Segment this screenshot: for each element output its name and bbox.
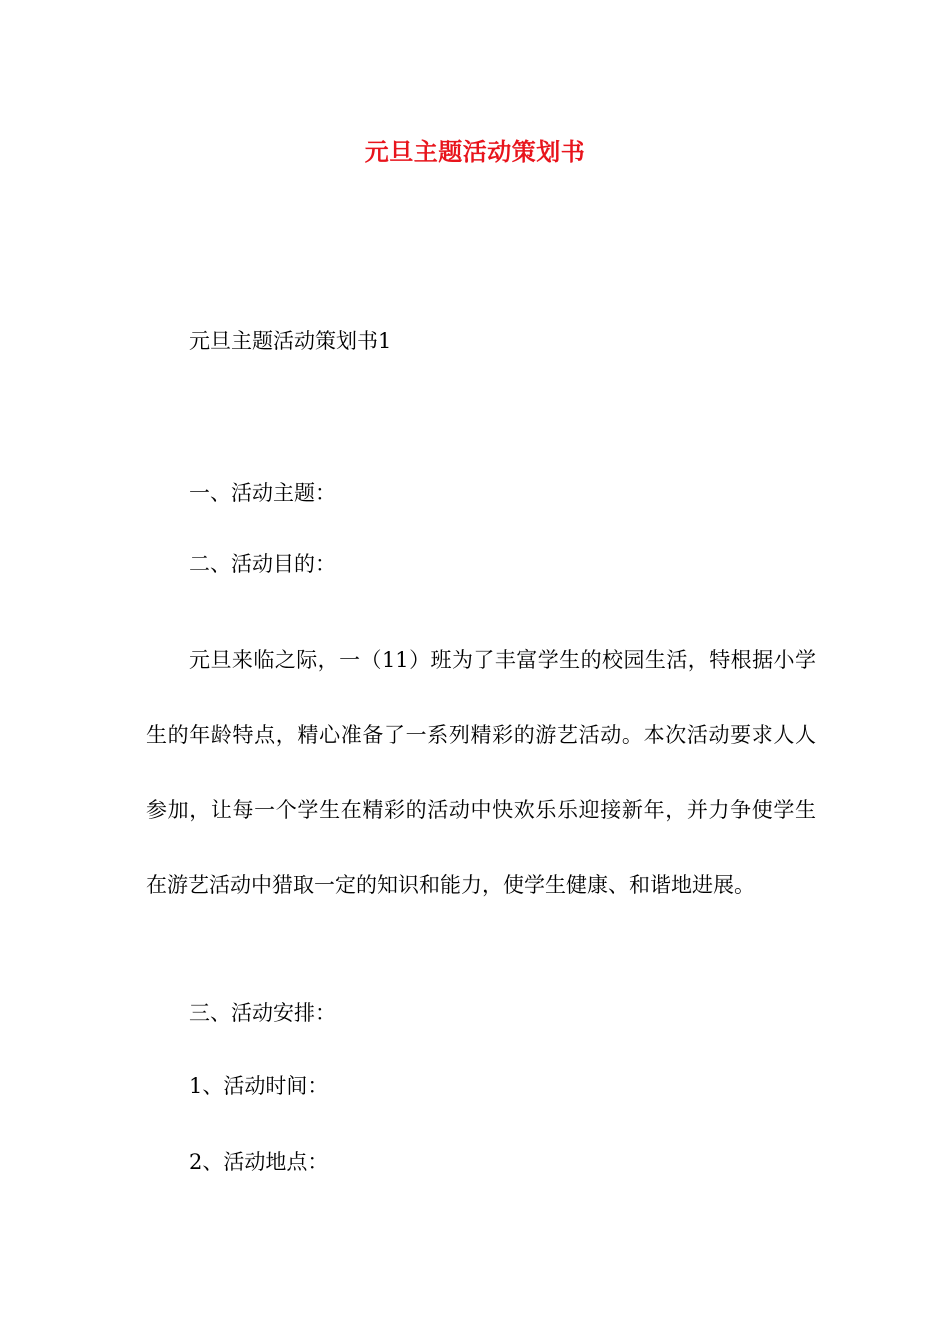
- section-heading-purpose: 二、活动目的：: [189, 552, 336, 576]
- purpose-paragraph: 元旦来临之际，一（11）班为了丰富学生的校园生活，特根据小学生的年龄特点，精心准备了一系列精彩的游艺活动。本次活动要求人人参加，让每一个学生在精彩的活动中快欢乐乐迎接新年，并力争使学生在游艺活动中猎取一定的知识和能力，使学生健康、和谐地进展。: [146, 648, 816, 897]
- section-heading-theme: 一、活动主题：: [189, 481, 336, 505]
- section-heading-arrangement: 三、活动安排：: [189, 1001, 336, 1025]
- document-subtitle: 元旦主题活动策划书1: [189, 329, 392, 353]
- list-item-time: 1、活动时间：: [189, 1074, 329, 1098]
- list-item-location: 2、活动地点：: [189, 1150, 329, 1174]
- document-title: 元旦主题活动策划书: [364, 137, 586, 166]
